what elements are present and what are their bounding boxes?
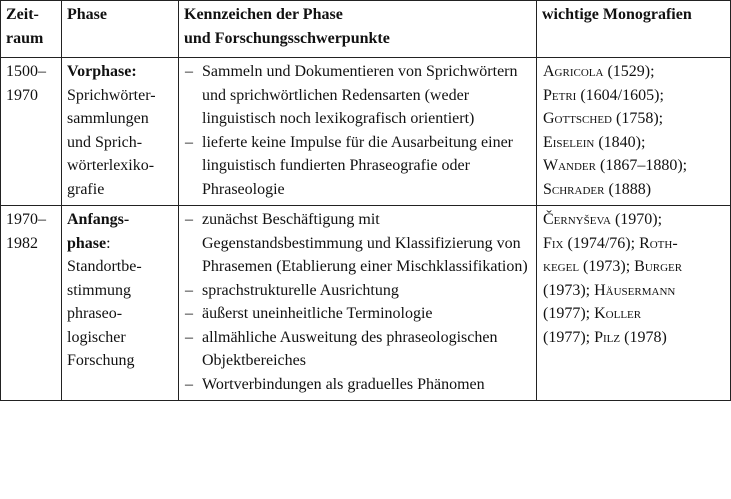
monograph-author: Wander [543,157,596,174]
monograph-author: Häusermann [594,281,676,299]
monograph-author: Agricola [543,63,604,80]
monograph-author: Pilz [594,328,621,346]
table-row [1,206,731,401]
monograph-year: (1867–1880); [600,157,688,174]
phase-cell [62,58,179,206]
list-item: – allmähliche Ausweitung des phraseologischen Objektbereiches [184,326,533,373]
monograph-year: (1604/1605); [580,86,664,104]
period-cell: 1500– 1970 [1,58,62,206]
monograph-author: Eiselein [543,133,595,151]
monograph-year: (1977); [543,305,591,322]
list-item: – zunächst Beschäftigung mit Gegenstandsbestimmung und Klassifizierung von Phrasemen (Etablierung einer Mischklassifikation) [184,208,533,279]
table-header-row [1,1,731,58]
features-cell [179,206,537,401]
header-features: Kennzeichen der Phase und Forschungsschwerpunkte [179,1,537,58]
monograph-year: (1974/76); [567,234,636,252]
features-cell [179,58,537,206]
phase-description: Sprichwörter- sammlungen und Sprich- wörterlexiko- grafie [67,86,156,198]
monograph-year: (1840); [598,133,646,151]
monograph-author: Fix [543,234,564,252]
monograph-year: (1888) [608,180,652,198]
monograph-author: Petri [543,86,577,104]
monograph-year: (1978) [624,328,667,346]
header-monographs: wichtige Monografien [537,1,731,58]
monograph-author: Koller [594,305,642,322]
phase-cell: Anfangs- phase: Standortbe- stimmung phraseo- logischer Forschung [62,206,179,401]
features-list [184,60,533,201]
header-phase: Phase [62,1,179,58]
header-period: Zeit- raum [1,1,62,58]
period-cell: 1970– 1982 [1,206,62,401]
monograph-author: Schrader [543,180,605,198]
monograph-year: (1758); [616,110,664,127]
phase-name: Anfangs- phase [67,211,130,252]
list-item: – Sammeln und Dokumentieren von Sprichwörtern und sprichwörtlichen Redensarten (weder linguistisch noch lexikografisch orientiert) [184,60,533,131]
monographs-cell [537,206,731,401]
monograph-year: (1973); [543,281,591,299]
monograph-year: (1973); [583,258,631,275]
list-item: – sprachstrukturelle Ausrichtung [184,279,533,303]
monograph-author: Burger [634,258,683,275]
monograph-author: Gottsched [543,110,612,127]
monograph-year: (1970); [614,211,663,228]
monograph-year: (1529); [607,63,655,80]
features-list [184,208,533,396]
table-row [1,58,731,206]
list-item: – lieferte keine Impulse für die Ausarbeitung einer linguistisch fundierten Phraseografie oder Phraseologie [184,131,533,202]
phase-name: Vorphase: [67,63,137,80]
monographs-cell [537,58,731,206]
monograph-year: (1977); [543,328,591,346]
list-item: – Wortverbindungen als graduelles Phänomen [184,373,533,397]
monograph-author: Roth- kegel [543,234,678,275]
phase-description: Standortbe- stimmung phraseo- logischer Forschung [67,258,142,369]
list-item: – äußerst uneinheitliche Terminologie [184,302,533,326]
monograph-author: Černyševa [543,211,611,228]
